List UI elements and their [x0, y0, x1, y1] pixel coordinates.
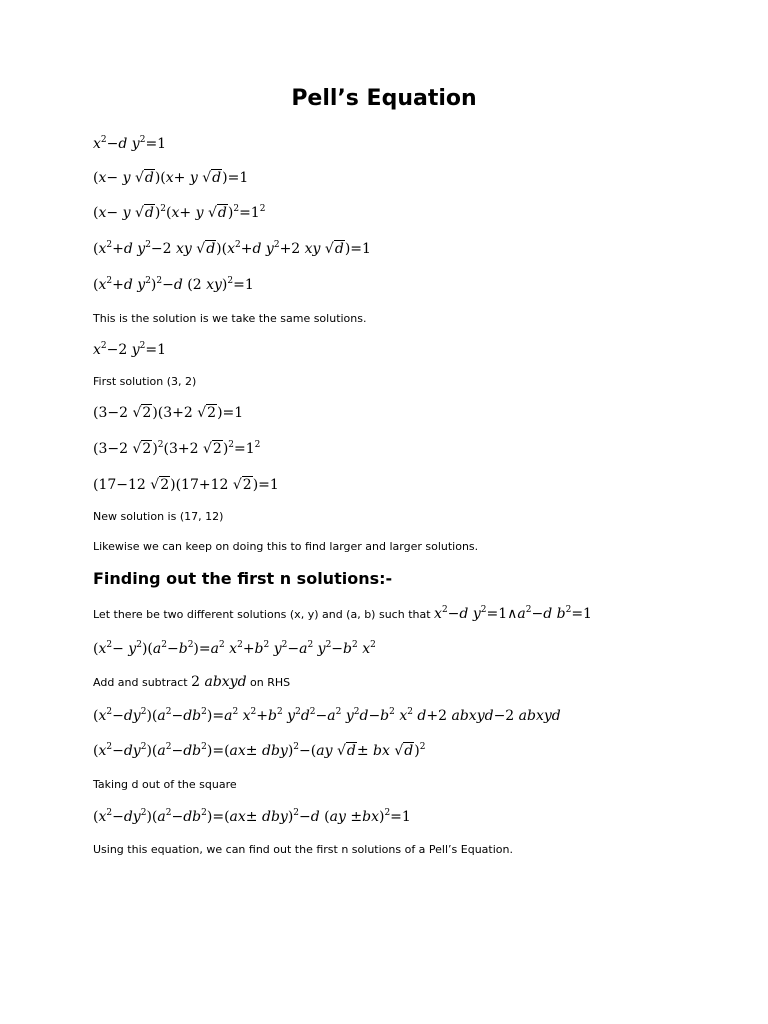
equation-add-subtract: $(x^2-dy^2)(a^2-db^2)=a^2$ $x^2+b^2$ $y^2d^2-a^2$ $y^2d-b^2$ $x^2$ d+2 abxyd−2 abxyd [93, 707, 561, 724]
equation-first-squared: (3−2 √2)$^2$(3+2 $√2)^2=1^2$ [93, 440, 261, 457]
inline-term-abxyd: 2 abxyd [191, 674, 247, 690]
paragraph-same-solutions: This is the solution is we take the same solutions. [93, 312, 367, 325]
equation-square-form: $(x^2-dy^2)(a^2-db^2)=(ax\pm dby)^2-(ay$ √d± bx √d)$^2$ [93, 742, 426, 759]
equation-expanded: ($x^2+d$ $y^2-2$ xy $√d)(x^2+d$ $y^2+2$ xy √d)=1 [93, 240, 371, 257]
paragraph-taking-d-out: Taking d out of the square [93, 778, 237, 791]
paragraph-two-solutions [93, 606, 592, 622]
inline-equation-two-solutions: $x^2-d$ $y^2=1\wedge a^2-d$ $b^2=1$ [434, 605, 592, 622]
paragraph-add-subtract-suffix: on RHS [250, 676, 291, 689]
equation-final: $(x^2-dy^2)(a^2-db^2)=(ax\pm dby)^2-d$ (ay ±bx)$^2$=1 [93, 808, 411, 825]
paragraph-new-solution: New solution is (17, 12) [93, 510, 224, 523]
paragraph-first-solution: First solution (3, 2) [93, 375, 197, 388]
equation-first-factored: (3−2 √2)(3+2 √2)=1 [93, 405, 244, 421]
paragraph-likewise: Likewise we can keep on doing this to find larger and larger solutions. [93, 540, 479, 553]
equation-product-expand: $(x^2- y^2)(a^2-b^2)=a^2$ $x^2+b^2$ $y^2-a^2$ $y^2-b^2$ $x^2$ [93, 640, 376, 657]
equation-factored: (x− y √d)(x+ y √d)=1 [93, 170, 249, 186]
paragraph-conclusion: Using this equation, we can find out the first n solutions of a Pell’s Equation. [93, 843, 513, 856]
paragraph-add-subtract [93, 674, 290, 690]
equation-factored-squared: (x− y √d)$^2$(x+ y $√d)^2=1^2$ [93, 204, 266, 221]
equation-new-solution-form: ($x^2+d$ $y^2)^2-d$ (2 xy)$^2$=1 [93, 276, 254, 293]
equation-pell-general: $x^2-d$ $y^2=1$ [93, 135, 167, 152]
paragraph-two-solutions-text: Let there be two different solutions (x, y) and (a, b) such that [93, 608, 431, 621]
section-heading: Finding out the first n solutions:- [93, 569, 393, 588]
paragraph-add-subtract-prefix: Add and subtract [93, 676, 188, 689]
page-title: Pell’s Equation [291, 86, 477, 111]
equation-new-solution: (17−12 √2)(17+12 √2)=1 [93, 477, 279, 493]
equation-pell-d2: $x^2-2$ $y^2=1$ [93, 341, 167, 358]
